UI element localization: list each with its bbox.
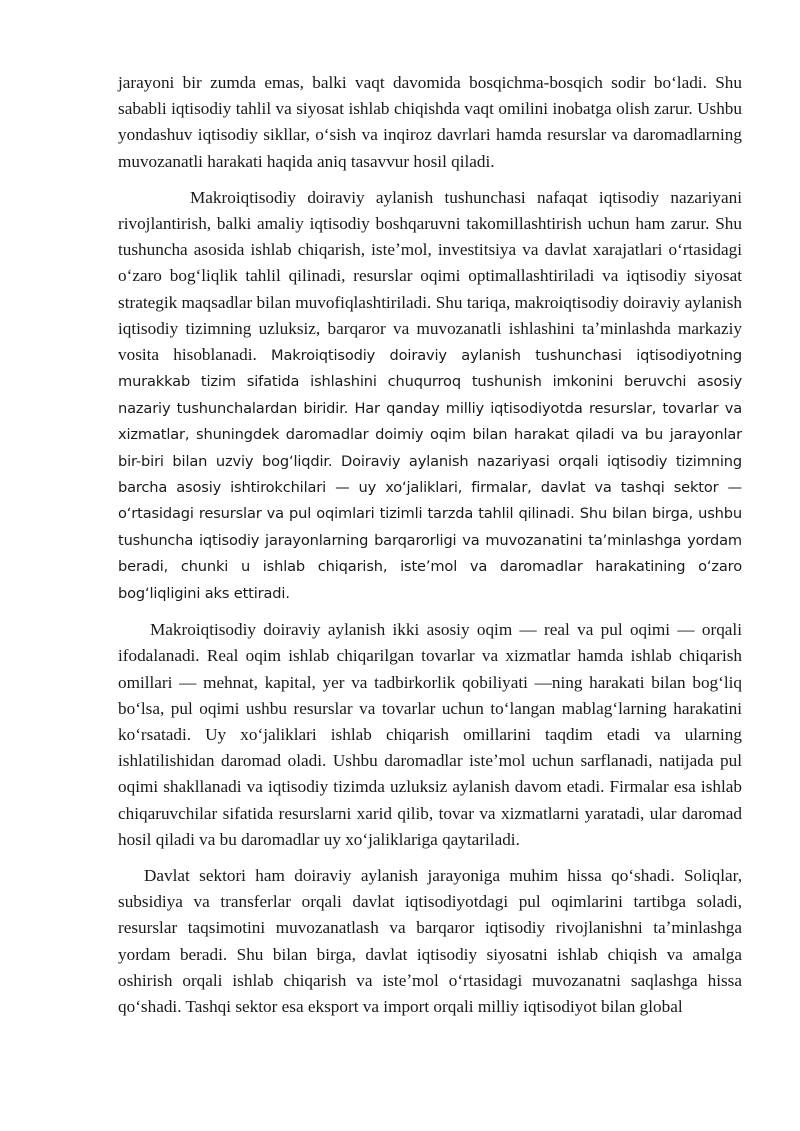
document-page <box>118 70 742 1020</box>
paragraph-time-factor: jarayoni bir zumda emas, balki vaqt davomida bosqichma-bosqich sodir boʻladi. Shu sababli iqtisodiy tahlil va siyosat ishlab chiqishda vaqt omilini inobatga olish zarur. Ushbu yondashuv iqtisodiy sikllar, oʻsish va inqiroz davrlari hamda resurslar va daromadlarning muvozanatli harakati haqida aniq tasavvur hosil qiladi. <box>118 73 742 171</box>
paragraph-serif-part: Makroiqtisodiy doiraviy aylanish tushunchasi nafaqat iqtisodiy nazariyani rivojlantirish, balki amaliy iqtisodiy boshqaruvni takomillashtirish uchun ham zarur. Shu tushuncha asosida ishlab chiqarish, isteʼmol, investitsiya va davlat xarajatlari oʻrtasidagi oʻzaro bogʻliqlik tahlil qilinadi, resurslar oqimi optimallashtiriladi va iqtisodiy siyosat strategik maqsadlar bilan muvofiqlashtiriladi. Shu tariqa, makroiqtisodiy doiraviy aylanish iqtisodiy tizimning uzluksiz, barqaror va muvozanatli ishlashini taʼminlashda markaziy vosita hisoblanadi. <box>118 187 742 365</box>
paragraph-government-sector: Davlat sektori ham doiraviy aylanish jarayoniga muhim hissa qoʻshadi. Soliqlar, subsidiya va transferlar orqali davlat iqtisodiyotdagi pul oqimlarini tartibga soladi, resurslar taqsimotini muvozanatlash va barqaror iqtisodiy rivojlanishni taʼminlashga yordam beradi. Shu bilan birga, davlat iqtisodiy siyosatni ishlab chiqish va amalga oshirish orqali ishlab chiqarish va isteʼmol oʻrtasidagi muvozanatni saqlashga hissa qoʻshadi. Tashqi sektor esa eksport va import orqali milliy iqtisodiyot bilan global <box>118 865 742 1016</box>
paragraph-sans-part: Makroiqtisodiy doiraviy aylanish tushunchasi iqtisodiyotning murakkab tizim sifatida ishlashini chuqurroq tushunish imkonini beruvchi asosiy nazariy tushunchalardan biridir. Har qanday milliy iqtisodiyotda resurslar, tovarlar va xizmatlar, shuningdek daromadlar doimiy oqim bilan harakat qiladi va bu jarayonlar bir-biri bilan uzviy bog‘liqdir. Doiraviy aylanish nazariyasi orqali iqtisodiy tizimning barcha asosiy ishtirokchilari — uy xo‘jaliklari, firmalar, davlat va tashqi sektor — o‘rtasidagi resurslar va pul oqimlari tizimli tarzda tahlil qilinadi. Shu bilan birga, ushbu tushuncha iqtisodiy jarayonlarning barqarorligi va muvozanatini ta’minlashga yordam beradi, chunki u ishlab chiqarish, iste’mol va daromadlar harakatining o‘zaro bog‘liqligini aks ettiradi. <box>118 347 742 602</box>
paragraph-real-and-money-flow: Makroiqtisodiy doiraviy aylanish ikki asosiy oqim — real va pul oqimi — orqali ifodalanadi. Real oqim ishlab chiqarilgan tovarlar va xizmatlar hamda ishlab chiqarish omillari — mehnat, kapital, yer va tadbirkorlik qobiliyati —ning harakati bilan bogʻliq boʻlsa, pul oqimi ushbu resurslar va tovarlar uchun toʻlangan mablagʻlarning harakatini koʻrsatadi. Uy xoʻjaliklari ishlab chiqarish omillarini taqdim etadi va ularning ishlatilishidan daromad oladi. Ushbu daromadlar isteʼmol uchun sarflanadi, natijada pul oqimi shakllanadi va iqtisodiy tizimda uzluksiz aylanish davom etadi. Firmalar esa ishlab chiqaruvchilar sifatida resurslarni xarid qilib, tovar va xizmatlarni yaratadi, ular daromad hosil qiladi va bu daromadlar uy xoʻjaliklariga qaytariladi. <box>118 620 742 849</box>
paragraph-circular-flow-importance <box>118 185 742 607</box>
